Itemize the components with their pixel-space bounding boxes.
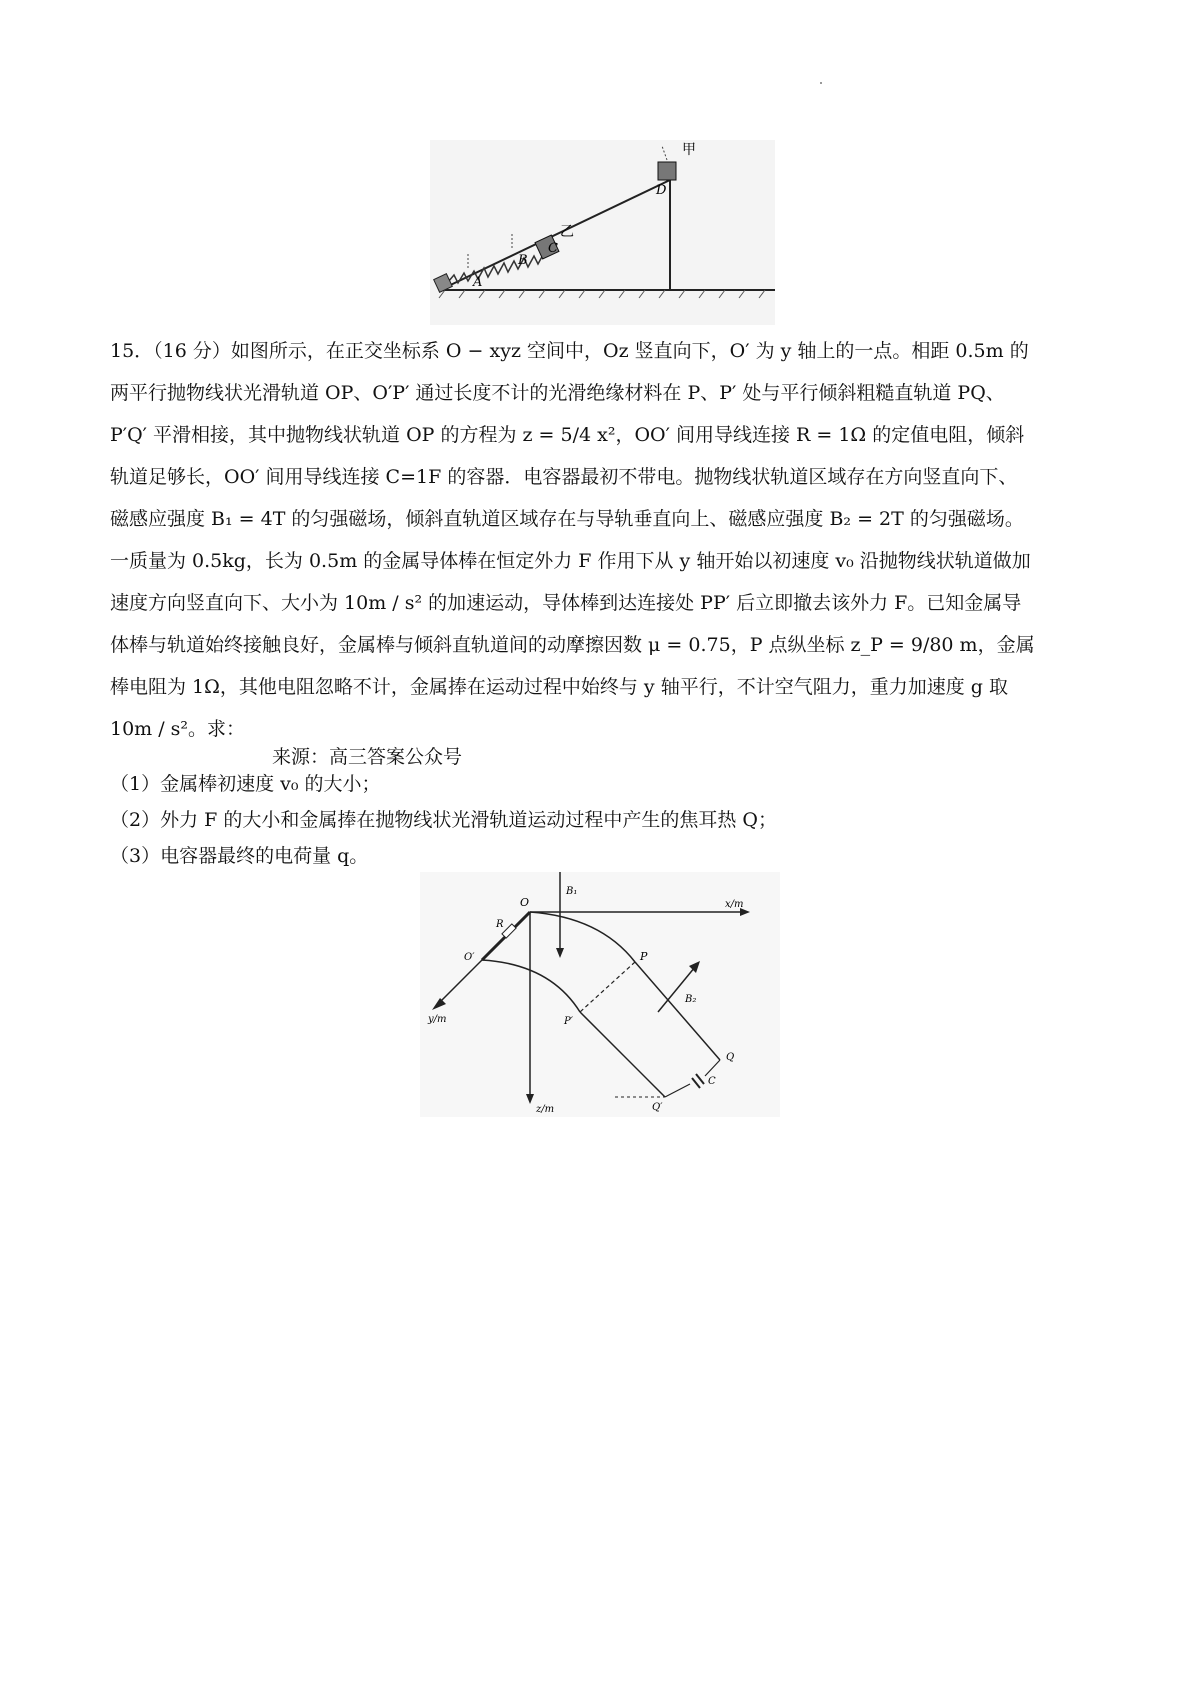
scan-speck <box>820 82 822 84</box>
problem-line: 轨道足够长，OO′ 间用导线连接 C=1F 的容器．电容器最初不带电。抛物线状轨道区域存在方向竖直向下、 <box>110 466 1018 488</box>
label-B1: B₁ <box>566 886 578 897</box>
label-D: D <box>656 183 667 198</box>
incline-figure <box>430 140 775 325</box>
label-z-axis: z/m <box>536 1104 555 1115</box>
label-P: P <box>640 950 648 963</box>
label-x-axis: x/m <box>725 899 744 910</box>
label-Pprime: P′ <box>564 1016 573 1027</box>
problem-line: 两平行抛物线状光滑轨道 OP、O′P′ 通过长度不计的光滑绝缘材料在 P、P′ 处与平行倾斜粗糙直轨道 PQ、 <box>110 382 1005 404</box>
rail-figure <box>420 872 780 1117</box>
label-O: O <box>520 896 530 909</box>
label-B2: B₂ <box>685 994 697 1005</box>
problem-line: 15．（16 分）如图所示，在正交坐标系 O − xyz 空间中，Oz 竖直向下，O′ 为 y 轴上的一点。相距 0.5m 的 <box>110 340 1029 362</box>
label-Oprime: O′ <box>464 952 475 963</box>
block-jia <box>658 162 676 180</box>
problem-line: 10m / s²。求： <box>110 718 246 740</box>
problem-line: 棒电阻为 1Ω，其他电阻忽略不计，金属捧在运动过程中始终与 y 轴平行，不计空气阻力，重力加速度 g 取 <box>110 676 1008 698</box>
problem-line: 一质量为 0.5kg，长为 0.5m 的金属导体棒在恒定外力 F 作用下从 y 轴开始以初速度 v₀ 沿抛物线状轨道做加 <box>110 550 1031 572</box>
source-note: 来源：高三答案公众号 <box>272 746 463 768</box>
question-1: （1）金属棒初速度 v₀ 的大小； <box>110 773 381 795</box>
label-R: R <box>496 919 504 930</box>
problem-line: 磁感应强度 B₁ = 4T 的匀强磁场，倾斜直轨道区域存在与导轨垂直向上、磁感应强度 B₂ = 2T 的匀强磁场。 <box>110 508 1024 530</box>
label-jia: 甲 <box>682 142 696 158</box>
problem-line: P′Q′ 平滑相接，其中抛物线状轨道 OP 的方程为 z = 5/4 x²，OO′ 间用导线连接 R = 1Ω 的定值电阻，倾斜 <box>110 424 1025 446</box>
label-A: A <box>473 275 483 290</box>
label-Qprime: Q′ <box>652 1102 663 1113</box>
label-C: C <box>708 1076 716 1087</box>
label-B: B <box>518 253 528 268</box>
problem-statement <box>110 330 1100 750</box>
label-y-axis: y/m <box>428 1014 447 1025</box>
label-C: C <box>548 241 558 256</box>
label-yi: 乙 <box>560 224 574 240</box>
label-Q: Q <box>726 1052 735 1063</box>
question-2: （2）外力 F 的大小和金属捧在抛物线状光滑轨道运动过程中产生的焦耳热 Q； <box>110 809 777 831</box>
problem-line: 体棒与轨道始终接触良好，金属棒与倾斜直轨道间的动摩擦因数 μ = 0.75，P 点纵坐标 z_P = 9/80 m，金属 <box>110 634 1035 656</box>
problem-line: 速度方向竖直向下、大小为 10m / s² 的加速运动，导体棒到达连接处 PP′ 后立即撤去该外力 F。已知金属导 <box>110 592 1022 614</box>
question-3: （3）电容器最终的电荷量 q。 <box>110 845 369 867</box>
